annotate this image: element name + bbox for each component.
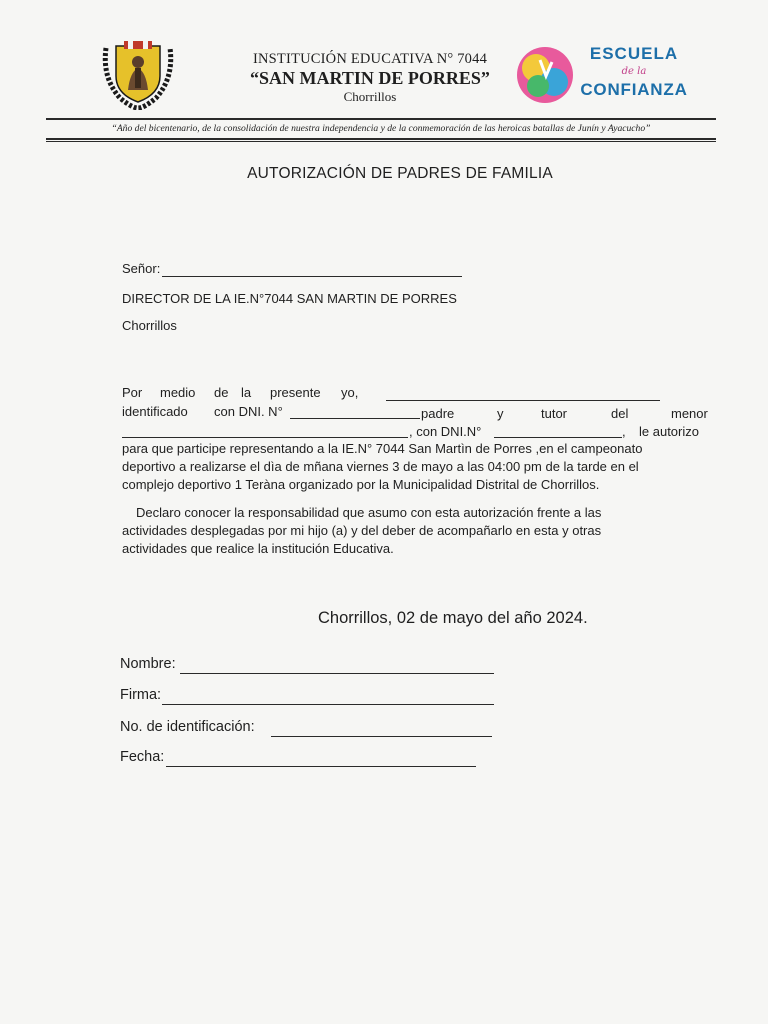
body-word: de [214, 385, 229, 400]
body-word: la [241, 385, 252, 400]
senor-label: Señor: [122, 261, 161, 276]
body-line: deportivo a realizarse el dìa de mñana viernes 3 de mayo a las 04:00 pm de la tarde en el [122, 459, 639, 474]
declaration-line: Declaro conocer la responsabilidad que asumo con esta autorización frente a las [136, 505, 602, 520]
nombre-field[interactable] [180, 673, 494, 674]
date-line: Chorrillos, 02 de mayo del año 2024. [318, 609, 588, 627]
year-motto: “Año del bicentenario, de la consolidación de nuestra independencia y de la conmemoración de las heroicas batallas de Junín y Ayacucho” [111, 123, 651, 134]
body-paragraph [122, 440, 714, 494]
body-word: , [622, 424, 626, 439]
body-word: yo, [341, 385, 359, 400]
header-rule-bottom [46, 138, 716, 140]
body-line: complejo deportivo 1 Teràna organizado por la Municipalidad Distrital de Chorrillos. [122, 477, 600, 492]
institution-name: INSTITUCIÓN EDUCATIVA N° 7044 [252, 51, 488, 67]
fecha-field[interactable] [166, 766, 476, 767]
district-name: Chorrillos [343, 89, 397, 104]
body-word: padre [421, 406, 455, 421]
body-word: medio [160, 385, 196, 400]
logo-word-escuela: ESCUELA [589, 44, 679, 63]
parent-name-blank[interactable] [386, 400, 660, 401]
body-word: y [497, 406, 504, 421]
logo-word-confianza: CONFIANZA [580, 80, 688, 99]
minor-name-blank[interactable] [122, 437, 408, 438]
logo-word-de-la: de la [621, 66, 647, 77]
document-title: AUTORIZACIÓN DE PADRES DE FAMILIA [247, 165, 553, 182]
school-name: “SAN MARTIN DE PORRES” [250, 68, 490, 88]
school-crest-logo [98, 38, 178, 110]
body-word: presente [270, 385, 321, 400]
senor-blank-line[interactable] [162, 276, 462, 277]
body-word: menor [671, 406, 708, 421]
firma-field[interactable] [162, 704, 494, 705]
parent-dni-blank[interactable] [290, 418, 420, 419]
escuela-confianza-logo [512, 42, 688, 108]
body-word: , con DNI.N° [409, 424, 482, 439]
addressee-city: Chorrillos [122, 318, 177, 333]
identification-field[interactable] [271, 736, 492, 737]
body-word: le autorizo [639, 424, 699, 439]
body-word: Por [122, 385, 143, 400]
body-word: con DNI. N° [214, 404, 283, 419]
body-word: identificado [122, 404, 188, 419]
fecha-label: Fecha: [120, 749, 165, 765]
body-line: para que participe representando a la IE.N° 7044 San Martìn de Porres ,en el campeonato [122, 441, 643, 456]
minor-dni-blank[interactable] [494, 437, 622, 438]
director-line: DIRECTOR DE LA IE.N°7044 SAN MARTIN DE PORRES [122, 291, 457, 306]
body-word: del [611, 406, 629, 421]
header-rule-top [46, 118, 716, 120]
declaration-paragraph [122, 504, 682, 558]
firma-label: Firma: [120, 687, 162, 703]
identification-label: No. de identificación: [120, 719, 255, 735]
header-rule-bottom-thin [46, 141, 716, 142]
declaration-line: actividades desplegadas por mi hijo (a) y del deber de acompañarlo en esta y otras [122, 523, 602, 538]
nombre-label: Nombre: [120, 656, 176, 672]
declaration-line: actividades que realice la institución Educativa. [122, 541, 394, 556]
body-word: tutor [541, 406, 568, 421]
